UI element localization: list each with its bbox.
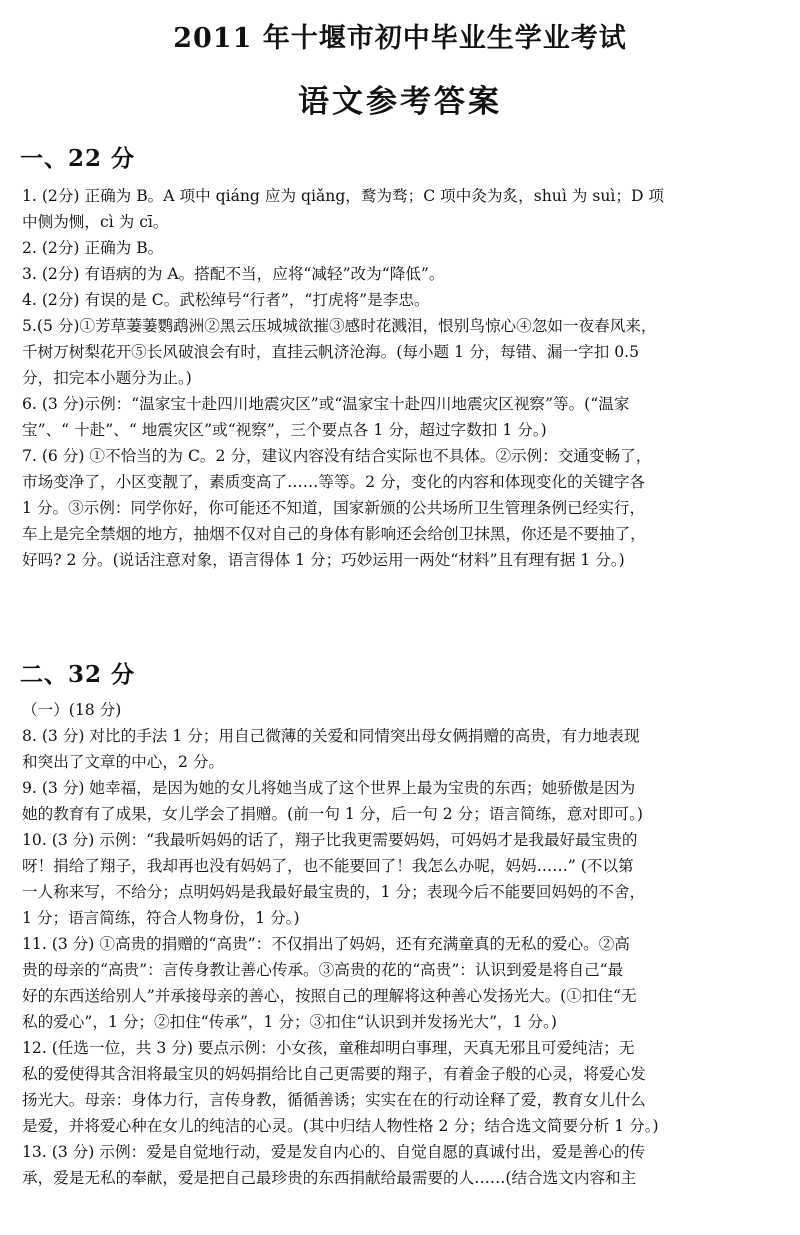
section-2-body [22, 697, 782, 1191]
text-line: 和突出了文章的中心，2 分。 [22, 753, 225, 771]
text-line: 分，扣完本小题分为止。) [22, 369, 192, 387]
text-line: 中侧为恻，cì 为 cī。 [22, 213, 169, 231]
text-line: 好吗? 2 分。(说话注意对象，语言得体 1 分；巧妙运用一两处“材料”且有理有据 1 分。) [22, 551, 625, 569]
section-1-heading: 一、22 分 [20, 145, 136, 172]
text-line: 私的爱使得其含泪将最宝贝的妈妈捐给比自己更需要的翔子，有着金子般的心灵，将爱心发 [22, 1065, 646, 1083]
document-subtitle: 语文参考答案 [298, 84, 502, 120]
text-line: （一）(18 分) [22, 701, 122, 719]
section-2-heading: 二、32 分 [20, 661, 136, 688]
text-line: 扬光大。母亲：身体力行，言传身教，循循善诱；实实在在的行动诠释了爱，教育女儿什么 [22, 1091, 646, 1109]
text-line: 8. (3 分) 对比的手法 1 分；用自己微薄的关爱和同情突出母女俩捐赠的高贵，有力地表现 [22, 727, 640, 745]
text-line: 11. (3 分) ①高贵的捐赠的“高贵”：不仅捐出了妈妈，还有充满童真的无私的爱心。②高 [22, 935, 630, 953]
text-line: 1 分。③示例：同学你好，你可能还不知道，国家新颁的公共场所卫生管理条例已经实行， [22, 499, 646, 517]
text-line: 1 分；语言简练，符合人物身份，1 分。) [22, 909, 300, 927]
text-line: 4. (2分) 有误的是 C。武松绰号“行者”，“打虎将”是李忠。 [22, 291, 430, 309]
text-line: 车上是完全禁烟的地方，抽烟不仅对自己的身体有影响还会给创卫抹黑，你还是不要抽了， [22, 525, 646, 543]
text-line: 一人称来写，不给分；点明妈妈是我最好最宝贵的，1 分；表现今后不能要回妈妈的不舍， [22, 883, 646, 901]
text-line: 呀！捐给了翔子，我却再也没有妈妈了，也不能要回了！我怎么办呢，妈妈……” (不以第 [22, 857, 634, 875]
text-line: 13. (3 分) 示例：爱是自觉地行动，爱是发自内心的、自觉自愿的真诚付出，爱是善心的传 [22, 1143, 646, 1161]
text-line: 私的爱心”，1 分；②扣住“传承”，1 分；③扣住“认识到并发扬光大”，1 分。) [22, 1013, 557, 1031]
text-line: 6. (3 分)示例：“温家宝十赴四川地震灾区”或“温家宝十赴四川地震灾区视察”等。(“温家 [22, 395, 630, 413]
text-line: 市场变净了，小区变靓了，素质变高了……等等。2 分，变化的内容和体现变化的关键字各 [22, 473, 646, 491]
text-line: 好的东西送给别人”并承接母亲的善心，按照自己的理解将这种善心发扬光大。(①扣住“无 [22, 987, 637, 1005]
text-line: 是爱，并将爱心种在女儿的纯洁的心灵。(其中归结人物性格 2 分；结合选文简要分析 1 分。) [22, 1117, 659, 1135]
text-line: 宝”、“ 十赴”、“ 地震灾区”或“视察”，三个要点各 1 分，超过字数扣 1 分。) [22, 421, 547, 439]
text-line: 贵的母亲的“高贵”：言传身教让善心传承。③高贵的花的“高贵”：认识到爱是将自己“最 [22, 961, 624, 979]
text-line: 承，爱是无私的奉献，爱是把自己最珍贵的东西捐献给最需要的人……(结合选文内容和主 [22, 1169, 637, 1187]
text-line: 1. (2分) 正确为 B。A 项中 qiáng 应为 qiǎng，鹜为骛；C 项中灸为炙，shuì 为 suì；D 项 [22, 187, 664, 205]
text-line: 2. (2分) 正确为 B。 [22, 239, 164, 257]
text-line: 千树万树梨花开⑤长风破浪会有时，直挂云帆济沧海。(每小题 1 分，每错、漏一字扣 0.5 [22, 343, 640, 361]
text-line: 她的教育有了成果，女儿学会了捐赠。(前一句 1 分，后一句 2 分；语言简练，意对即可。) [22, 805, 644, 823]
document-title: 2011 年十堰市初中毕业生学业考试 [173, 23, 627, 54]
text-line: 3. (2分) 有语病的为 A。搭配不当，应将“减轻”改为“降低”。 [22, 265, 445, 283]
text-line: 12. (任选一位，共 3 分) 要点示例：小女孩，童稚却明白事理，天真无邪且可爱纯洁；无 [22, 1039, 635, 1057]
text-line: 10. (3 分) 示例：“我最听妈妈的话了，翔子比我更需要妈妈，可妈妈才是我最好最宝贵的 [22, 831, 638, 849]
section-1-body [22, 183, 782, 573]
text-line: 5.(5 分)①芳草萋萋鹦鹉洲②黑云压城城欲摧③感时花溅泪，恨别鸟惊心④忽如一夜春风来， [22, 317, 657, 335]
text-line: 7. (6 分) ①不恰当的为 C。2 分，建议内容没有结合实际也不具体。②示例：交通变畅了， [22, 447, 652, 465]
text-line: 9. (3 分) 她幸福，是因为她的女儿将她当成了这个世界上最为宝贵的东西；她骄傲是因为 [22, 779, 636, 797]
